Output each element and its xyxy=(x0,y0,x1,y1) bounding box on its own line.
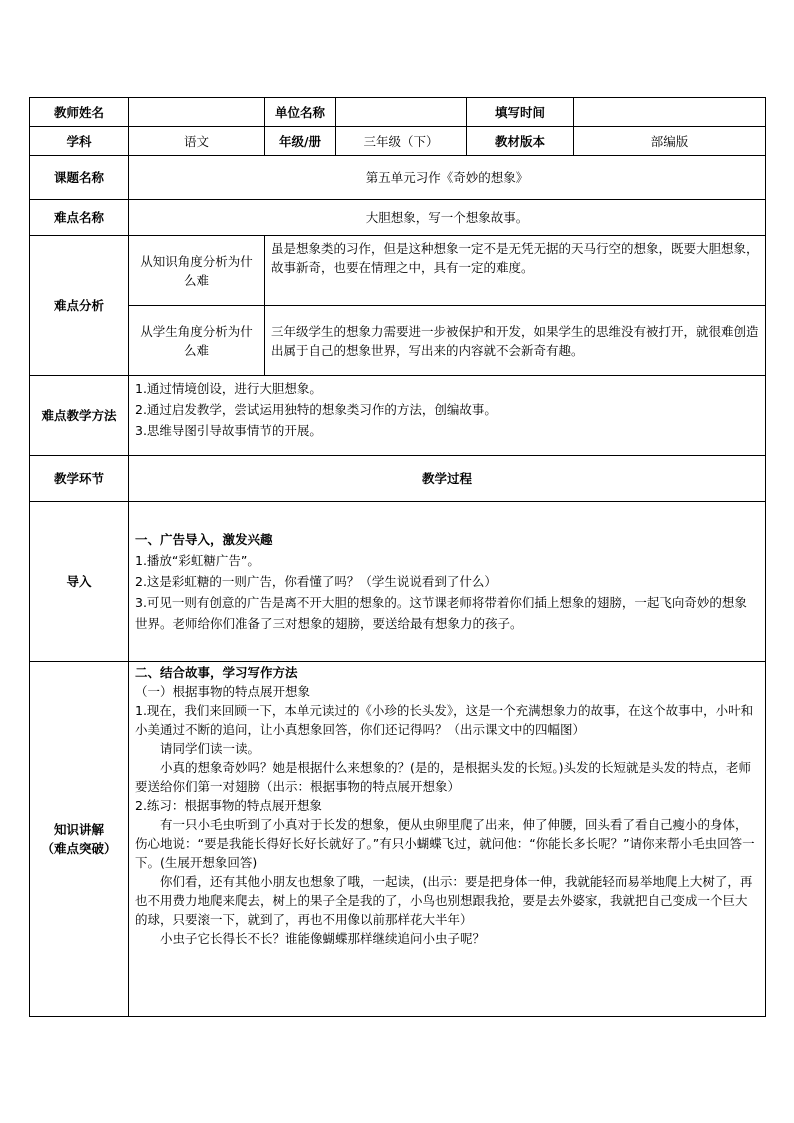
difficulty-row xyxy=(30,200,766,236)
knowledge-paragraph: 2.练习：根据事物的特点展开想象 xyxy=(135,798,322,813)
grade-label: 年级/册 xyxy=(265,127,336,156)
knowledge-label: 知识讲解 xyxy=(53,822,104,837)
knowledge-paragraph: 小虫子它长得长不长？谁能像蝴蝶那样继续追问小虫子呢？ xyxy=(160,931,486,946)
method-item: 1.通过情境创设，进行大胆想象。 xyxy=(135,381,322,396)
difficulty-label: 难点名称 xyxy=(30,200,129,236)
lesson-plan-table xyxy=(29,97,766,1017)
edition-value: 部编版 xyxy=(574,127,766,156)
knowledge-label-cell xyxy=(30,662,129,1017)
knowledge-paragraph: 1.现在，我们来回顾一下，本单元读过的《小珍的长头发》，这是一个充满想象力的故事，在这个故事中，小叶和小美通过不断的追问，让小真想象回答，你们还记得吗？（出示课文中的四幅图） xyxy=(135,703,754,737)
process-header-row xyxy=(30,456,766,502)
intro-heading: 一、广告导入，激发兴趣 xyxy=(135,532,273,547)
unit-value xyxy=(336,98,467,127)
method-item: 3.思维导图引导故事情节的开展。 xyxy=(135,423,322,438)
difficulty-value: 大胆想象，写一个想象故事。 xyxy=(129,200,766,236)
student-angle-label: 从学生角度分析为什么难 xyxy=(129,306,265,376)
intro-line: 2.这是彩虹糖的一则广告，你看懂了吗？（学生说说看到了什么） xyxy=(135,574,497,589)
knowledge-content xyxy=(129,662,766,1017)
knowledge-paragraph: 请同学们读一读。 xyxy=(160,741,261,756)
intro-content xyxy=(129,502,766,662)
intro-line: 1.播放“彩虹糖广告”。 xyxy=(135,553,260,568)
process-label: 教学过程 xyxy=(129,456,766,502)
topic-label: 课题名称 xyxy=(30,156,129,200)
student-angle-text: 三年级学生的想象力需要进一步被保护和开发，如果学生的思维没有被打开，就很难创造出属于自己的想象世界，写出来的内容就不会新奇有趣。 xyxy=(265,306,766,376)
topic-row xyxy=(30,156,766,200)
method-item: 2.通过启发教学，尝试运用独特的想象类习作的方法，创编故事。 xyxy=(135,402,497,417)
time-value xyxy=(574,98,766,127)
knowledge-paragraph: 有一只小毛虫听到了小真对于长发的想象，便从虫卵里爬了出来，伸了伸腰，回头看了看自己瘦小的身体，伤心地说：“要是我能长得好长好长就好了。”有只小蝴蝶飞过，就问他：“你能长多长呢？”请你来帮小毛虫回答一下。(生展开想象回答) xyxy=(135,817,755,870)
knowledge-subheading: （一）根据事物的特点展开想象 xyxy=(135,684,311,699)
subject-value: 语文 xyxy=(129,127,265,156)
knowledge-paragraph: 小真的想象奇妙吗？她是根据什么来想象的？(是的，是根据头发的长短。)头发的长短就是头发的特点，老师要送给你们第一对翅膀（出示：根据事物的特点展开想象） xyxy=(135,760,752,794)
analysis-row-knowledge xyxy=(30,236,766,306)
grade-value: 三年级（下） xyxy=(336,127,467,156)
time-label: 填写时间 xyxy=(467,98,574,127)
knowledge-sublabel: （难点突破） xyxy=(41,841,117,856)
stage-label: 教学环节 xyxy=(30,456,129,502)
teacher-value xyxy=(129,98,265,127)
methods-list xyxy=(129,376,766,456)
topic-value: 第五单元习作《奇妙的想象》 xyxy=(129,156,766,200)
unit-label: 单位名称 xyxy=(265,98,336,127)
methods-row xyxy=(30,376,766,456)
analysis-row-student xyxy=(30,306,766,376)
intro-label: 导入 xyxy=(30,502,129,662)
knowledge-angle-text: 虽是想象类的习作，但是这种想象一定不是无凭无据的天马行空的想象，既要大胆想象，故事新奇，也要在情理之中，具有一定的难度。 xyxy=(265,236,766,306)
header-row-2 xyxy=(30,127,766,156)
intro-line: 3.可见一则有创意的广告是离不开大胆的想象的。这节课老师将带着你们插上想象的翅膀，一起飞向奇妙的想象世界。老师给你们准备了三对想象的翅膀，要送给最有想象力的孩子。 xyxy=(135,595,747,631)
knowledge-paragraph: 你们看，还有其他小朋友也想象了哦，一起读，(出示：要是把身体一伸，我就能轻而易举地爬上大树了，再也不用费力地爬来爬去，树上的果子全是我的了，小鸟也别想跟我抢，要是去外婆家，我就把自己变成一个巨大的球，只要滚一下，就到了，再也不用像以前那样花大半年） xyxy=(135,874,753,927)
intro-row xyxy=(30,502,766,662)
subject-label: 学科 xyxy=(30,127,129,156)
edition-label: 教材版本 xyxy=(467,127,574,156)
teacher-label: 教师姓名 xyxy=(30,98,129,127)
analysis-label: 难点分析 xyxy=(30,236,129,376)
knowledge-row xyxy=(30,662,766,1017)
knowledge-angle-label: 从知识角度分析为什么难 xyxy=(129,236,265,306)
methods-label: 难点教学方法 xyxy=(30,376,129,456)
knowledge-heading: 二、结合故事，学习写作方法 xyxy=(135,665,298,680)
header-row-1 xyxy=(30,98,766,127)
